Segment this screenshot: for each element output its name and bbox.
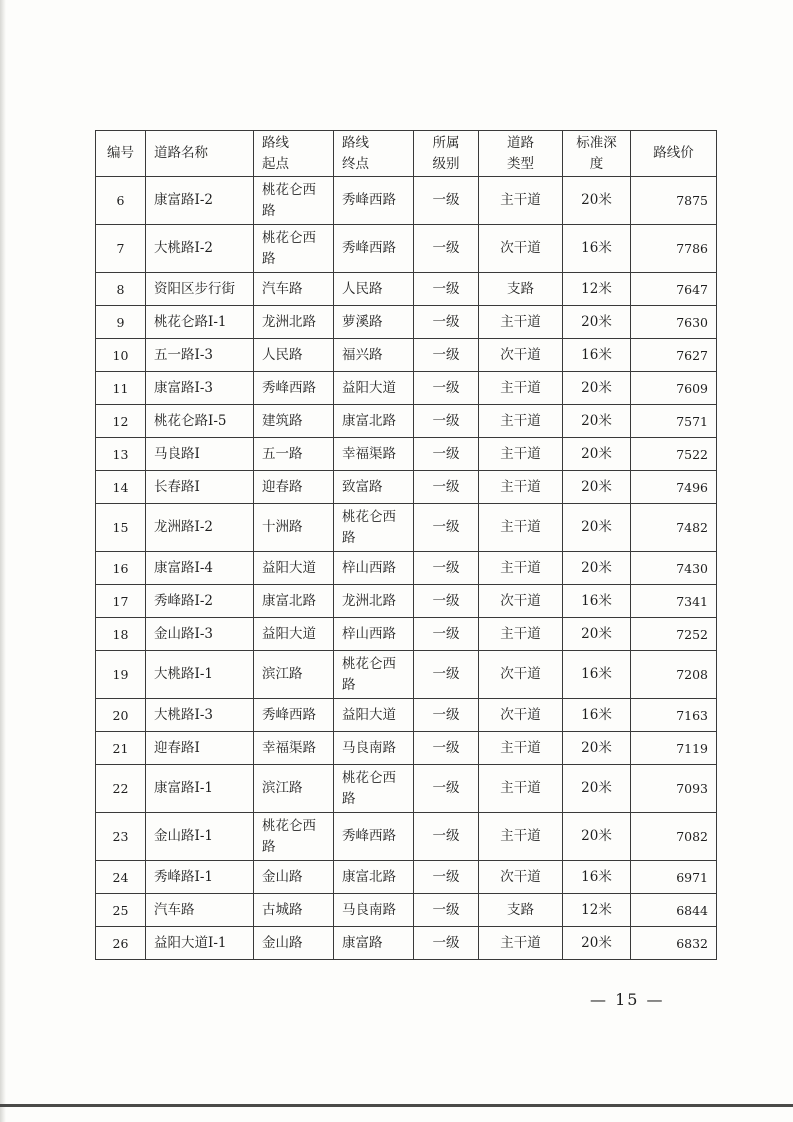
- cell-depth: 20米: [563, 765, 631, 813]
- cell-no: 15: [96, 504, 146, 552]
- cell-end-point: [334, 225, 414, 273]
- cell-end-point-line: 梓山西路: [342, 625, 396, 642]
- cell-start-point-line: 路: [262, 202, 276, 219]
- cell-road-name: 康富路Ⅰ-1: [146, 765, 254, 813]
- cell-no: 7: [96, 225, 146, 273]
- table-row: [96, 618, 717, 651]
- header-start-point: [254, 131, 334, 177]
- cell-road-type: 主干道: [479, 927, 563, 960]
- cell-depth: 20米: [563, 552, 631, 585]
- header-start-line-1: 路线: [262, 134, 289, 151]
- cell-level: 一级: [414, 405, 479, 438]
- header-type-line-2: 类型: [507, 155, 534, 172]
- cell-start-point: [254, 471, 334, 504]
- cell-road-type: 主干道: [479, 765, 563, 813]
- cell-level: 一级: [414, 471, 479, 504]
- cell-level: 一级: [414, 618, 479, 651]
- cell-depth: 12米: [563, 894, 631, 927]
- cell-road-type: 主干道: [479, 813, 563, 861]
- cell-level: 一级: [414, 372, 479, 405]
- cell-end-point-line: 萝溪路: [342, 313, 383, 330]
- cell-no: 25: [96, 894, 146, 927]
- cell-road-name: 大桃路Ⅰ-2: [146, 225, 254, 273]
- cell-depth: 20米: [563, 405, 631, 438]
- cell-price: 7522: [631, 438, 717, 471]
- cell-road-type: 次干道: [479, 585, 563, 618]
- cell-price: 7482: [631, 504, 717, 552]
- cell-road-type: 主干道: [479, 438, 563, 471]
- cell-price: 7786: [631, 225, 717, 273]
- cell-road-name: 马良路Ⅰ: [146, 438, 254, 471]
- bottom-scan-edge: [0, 1104, 793, 1107]
- cell-depth: 20米: [563, 438, 631, 471]
- cell-no: 10: [96, 339, 146, 372]
- cell-start-point-line: 金山路: [262, 934, 303, 951]
- cell-road-name: 康富路Ⅰ-4: [146, 552, 254, 585]
- header-road-name: 道路名称: [146, 131, 254, 177]
- cell-end-point: [334, 894, 414, 927]
- cell-start-point: [254, 273, 334, 306]
- cell-level: 一级: [414, 225, 479, 273]
- cell-no: 13: [96, 438, 146, 471]
- cell-level: 一级: [414, 273, 479, 306]
- cell-price: 7609: [631, 372, 717, 405]
- cell-level: 一级: [414, 339, 479, 372]
- cell-price: 6971: [631, 861, 717, 894]
- cell-start-point-line: 人民路: [262, 346, 303, 363]
- cell-level: 一级: [414, 504, 479, 552]
- header-depth-line-1: 标准深: [576, 134, 617, 151]
- cell-start-point-line: 金山路: [262, 868, 303, 885]
- cell-road-type: 主干道: [479, 306, 563, 339]
- cell-depth: 16米: [563, 651, 631, 699]
- header-level: [414, 131, 479, 177]
- cell-end-point-line: 马良南路: [342, 739, 396, 756]
- cell-road-name: 龙洲路Ⅰ-2: [146, 504, 254, 552]
- cell-start-point-line: 幸福渠路: [262, 739, 316, 756]
- cell-price: 7627: [631, 339, 717, 372]
- cell-start-point-line: 五一路: [262, 445, 303, 462]
- cell-road-type: 次干道: [479, 699, 563, 732]
- cell-start-point-line: 古城路: [262, 901, 303, 918]
- cell-end-point-line: 康富路: [342, 934, 383, 951]
- cell-end-point: [334, 732, 414, 765]
- cell-level: 一级: [414, 861, 479, 894]
- cell-start-point: [254, 552, 334, 585]
- cell-road-name: 五一路Ⅰ-3: [146, 339, 254, 372]
- cell-depth: 20米: [563, 927, 631, 960]
- cell-level: 一级: [414, 177, 479, 225]
- cell-depth: 20米: [563, 732, 631, 765]
- cell-end-point-line: 幸福渠路: [342, 445, 396, 462]
- cell-end-point-line: 福兴路: [342, 346, 383, 363]
- table-row: [96, 177, 717, 225]
- cell-start-point: [254, 765, 334, 813]
- cell-road-name: 益阳大道Ⅰ-1: [146, 927, 254, 960]
- cell-end-point: [334, 339, 414, 372]
- cell-price: 7252: [631, 618, 717, 651]
- table-row: [96, 405, 717, 438]
- cell-end-point: [334, 273, 414, 306]
- cell-price: 7430: [631, 552, 717, 585]
- header-type-line-1: 道路: [507, 134, 534, 151]
- cell-start-point-line: 龙洲北路: [262, 313, 316, 330]
- cell-start-point-line: 滨江路: [262, 666, 303, 682]
- cell-road-name: 桃花仑路Ⅰ-1: [146, 306, 254, 339]
- cell-level: 一级: [414, 306, 479, 339]
- cell-level: 一级: [414, 438, 479, 471]
- cell-start-point-line: 秀峰西路: [262, 379, 316, 396]
- cell-end-point-line: 益阳大道: [342, 706, 396, 723]
- cell-start-point-line: 路: [262, 838, 276, 855]
- header-no: 编号: [96, 131, 146, 177]
- cell-end-point: [334, 471, 414, 504]
- cell-road-type: 支路: [479, 894, 563, 927]
- cell-price: 7496: [631, 471, 717, 504]
- table-row: [96, 504, 717, 552]
- cell-no: 9: [96, 306, 146, 339]
- table-row: [96, 861, 717, 894]
- table-row: [96, 765, 717, 813]
- table-row: [96, 225, 717, 273]
- cell-start-point: [254, 405, 334, 438]
- cell-road-name: 桃花仑路Ⅰ-5: [146, 405, 254, 438]
- cell-start-point-line: 益阳大道: [262, 559, 316, 576]
- header-depth-line-2: 度: [589, 155, 604, 172]
- table-row: [96, 552, 717, 585]
- header-price: 路线价: [631, 131, 717, 177]
- cell-depth: 20米: [563, 177, 631, 225]
- cell-price: 7875: [631, 177, 717, 225]
- cell-end-point-line: 益阳大道: [342, 379, 396, 396]
- cell-start-point: [254, 585, 334, 618]
- cell-end-point: [334, 813, 414, 861]
- cell-end-point: [334, 651, 414, 699]
- cell-start-point: [254, 651, 334, 699]
- cell-depth: 16米: [563, 225, 631, 273]
- cell-end-point-line: 桃花仑西: [342, 769, 396, 786]
- cell-road-name: 长春路Ⅰ: [146, 471, 254, 504]
- cell-level: 一级: [414, 732, 479, 765]
- cell-road-type: 次干道: [479, 339, 563, 372]
- page-edge-shadow: [0, 0, 6, 1122]
- table-row: [96, 813, 717, 861]
- cell-end-point-line: 致富路: [342, 478, 383, 495]
- table-header-row: [96, 131, 717, 177]
- cell-no: 12: [96, 405, 146, 438]
- cell-end-point-line: 秀峰西路: [342, 828, 396, 844]
- cell-end-point: [334, 438, 414, 471]
- cell-no: 26: [96, 927, 146, 960]
- cell-road-type: 主干道: [479, 618, 563, 651]
- cell-end-point-line: 龙洲北路: [342, 592, 396, 609]
- cell-road-type: 次干道: [479, 225, 563, 273]
- cell-road-name: 秀峰路Ⅰ-1: [146, 861, 254, 894]
- cell-end-point-line: 马良南路: [342, 901, 396, 918]
- table-row: [96, 927, 717, 960]
- cell-start-point-line: 路: [262, 250, 276, 267]
- cell-road-type: 主干道: [479, 177, 563, 225]
- cell-no: 23: [96, 813, 146, 861]
- cell-start-point-line: 建筑路: [262, 412, 303, 429]
- cell-start-point-line: 康富北路: [262, 592, 316, 609]
- cell-depth: 16米: [563, 339, 631, 372]
- cell-start-point-line: 滨江路: [262, 780, 303, 796]
- cell-start-point: [254, 306, 334, 339]
- cell-road-name: 迎春路Ⅰ: [146, 732, 254, 765]
- cell-end-point: [334, 765, 414, 813]
- cell-road-type: 主干道: [479, 471, 563, 504]
- cell-no: 24: [96, 861, 146, 894]
- cell-start-point-line: 桃花仑西: [262, 817, 316, 834]
- cell-level: 一级: [414, 552, 479, 585]
- cell-road-name: 资阳区步行街: [146, 273, 254, 306]
- header-road-type: [479, 131, 563, 177]
- cell-road-name: 大桃路Ⅰ-3: [146, 699, 254, 732]
- cell-depth: 20米: [563, 618, 631, 651]
- cell-price: 7163: [631, 699, 717, 732]
- cell-end-point: [334, 405, 414, 438]
- cell-start-point: [254, 372, 334, 405]
- header-level-line-1: 所属: [432, 134, 460, 151]
- cell-road-type: 主干道: [479, 504, 563, 552]
- cell-start-point: [254, 927, 334, 960]
- cell-end-point-line: 桃花仑西: [342, 655, 396, 672]
- cell-start-point: [254, 861, 334, 894]
- cell-start-point-line: 十洲路: [262, 519, 303, 535]
- header-end-line-2: 终点: [342, 155, 369, 172]
- cell-road-name: 汽车路: [146, 894, 254, 927]
- cell-price: 7571: [631, 405, 717, 438]
- cell-start-point-line: 桃花仑西: [262, 181, 316, 198]
- cell-price: 7082: [631, 813, 717, 861]
- cell-end-point: [334, 861, 414, 894]
- cell-road-name: 金山路Ⅰ-1: [146, 813, 254, 861]
- cell-no: 14: [96, 471, 146, 504]
- table-row: [96, 438, 717, 471]
- cell-depth: 16米: [563, 585, 631, 618]
- table-row: [96, 651, 717, 699]
- cell-price: 6832: [631, 927, 717, 960]
- cell-start-point: [254, 225, 334, 273]
- cell-end-point: [334, 699, 414, 732]
- cell-start-point: [254, 732, 334, 765]
- road-price-table: [95, 130, 717, 960]
- cell-end-point-line: 康富北路: [342, 868, 396, 885]
- header-start-line-2: 起点: [262, 155, 289, 172]
- cell-no: 21: [96, 732, 146, 765]
- cell-end-point-line: 路: [342, 790, 356, 807]
- cell-no: 6: [96, 177, 146, 225]
- cell-road-type: 支路: [479, 273, 563, 306]
- cell-no: 22: [96, 765, 146, 813]
- cell-end-point: [334, 927, 414, 960]
- cell-end-point: [334, 585, 414, 618]
- cell-end-point-line: 人民路: [342, 280, 383, 297]
- cell-start-point-line: 汽车路: [262, 280, 303, 297]
- cell-depth: 16米: [563, 861, 631, 894]
- cell-depth: 20米: [563, 372, 631, 405]
- cell-road-name: 大桃路Ⅰ-1: [146, 651, 254, 699]
- cell-level: 一级: [414, 927, 479, 960]
- cell-road-name: 金山路Ⅰ-3: [146, 618, 254, 651]
- cell-road-type: 主干道: [479, 552, 563, 585]
- table-row: [96, 306, 717, 339]
- table-row: [96, 471, 717, 504]
- table-row: [96, 732, 717, 765]
- table-row: [96, 585, 717, 618]
- cell-road-type: 主干道: [479, 732, 563, 765]
- cell-start-point: [254, 894, 334, 927]
- cell-end-point: [334, 552, 414, 585]
- cell-end-point-line: 康富北路: [342, 412, 396, 429]
- header-depth: [563, 131, 631, 177]
- cell-no: 19: [96, 651, 146, 699]
- cell-start-point: [254, 438, 334, 471]
- cell-no: 11: [96, 372, 146, 405]
- cell-price: 7341: [631, 585, 717, 618]
- cell-depth: 20米: [563, 306, 631, 339]
- cell-end-point: [334, 618, 414, 651]
- cell-depth: 12米: [563, 273, 631, 306]
- cell-depth: 20米: [563, 813, 631, 861]
- cell-road-type: 次干道: [479, 861, 563, 894]
- table-row: [96, 699, 717, 732]
- cell-depth: 20米: [563, 504, 631, 552]
- cell-no: 17: [96, 585, 146, 618]
- cell-level: 一级: [414, 585, 479, 618]
- cell-price: 7630: [631, 306, 717, 339]
- cell-end-point-line: 路: [342, 676, 356, 693]
- cell-start-point: [254, 813, 334, 861]
- cell-end-point-line: 桃花仑西: [342, 508, 396, 525]
- header-end-point: [334, 131, 414, 177]
- cell-road-name: 康富路Ⅰ-2: [146, 177, 254, 225]
- cell-price: 7119: [631, 732, 717, 765]
- cell-price: 7647: [631, 273, 717, 306]
- cell-depth: 16米: [563, 699, 631, 732]
- cell-start-point: [254, 177, 334, 225]
- cell-start-point: [254, 618, 334, 651]
- cell-level: 一级: [414, 765, 479, 813]
- header-level-line-2: 级别: [432, 155, 460, 172]
- cell-price: 7093: [631, 765, 717, 813]
- cell-start-point-line: 桃花仑西: [262, 229, 316, 246]
- table-body: [96, 177, 717, 960]
- cell-no: 18: [96, 618, 146, 651]
- table-row: [96, 339, 717, 372]
- cell-end-point: [334, 177, 414, 225]
- cell-end-point: [334, 306, 414, 339]
- cell-price: 7208: [631, 651, 717, 699]
- table-row: [96, 894, 717, 927]
- cell-level: 一级: [414, 651, 479, 699]
- cell-start-point-line: 益阳大道: [262, 625, 316, 642]
- cell-start-point-line: 迎春路: [262, 478, 303, 495]
- cell-end-point-line: 秀峰西路: [342, 192, 396, 208]
- cell-start-point: [254, 699, 334, 732]
- cell-road-type: 主干道: [479, 372, 563, 405]
- cell-no: 16: [96, 552, 146, 585]
- cell-end-point: [334, 504, 414, 552]
- table-row: [96, 273, 717, 306]
- cell-road-type: 次干道: [479, 651, 563, 699]
- cell-start-point-line: 秀峰西路: [262, 706, 316, 723]
- cell-road-name: 秀峰路Ⅰ-2: [146, 585, 254, 618]
- page-number: — 15 —: [590, 990, 665, 1009]
- cell-level: 一级: [414, 813, 479, 861]
- cell-no: 20: [96, 699, 146, 732]
- cell-end-point-line: 梓山西路: [342, 559, 396, 576]
- cell-road-type: 主干道: [479, 405, 563, 438]
- cell-road-name: 康富路Ⅰ-3: [146, 372, 254, 405]
- cell-start-point: [254, 504, 334, 552]
- cell-end-point-line: 路: [342, 529, 356, 546]
- cell-level: 一级: [414, 894, 479, 927]
- cell-end-point-line: 秀峰西路: [342, 240, 396, 256]
- cell-depth: 20米: [563, 471, 631, 504]
- header-end-line-1: 路线: [342, 134, 369, 151]
- cell-level: 一级: [414, 699, 479, 732]
- cell-start-point: [254, 339, 334, 372]
- cell-price: 6844: [631, 894, 717, 927]
- cell-no: 8: [96, 273, 146, 306]
- table-row: [96, 372, 717, 405]
- cell-end-point: [334, 372, 414, 405]
